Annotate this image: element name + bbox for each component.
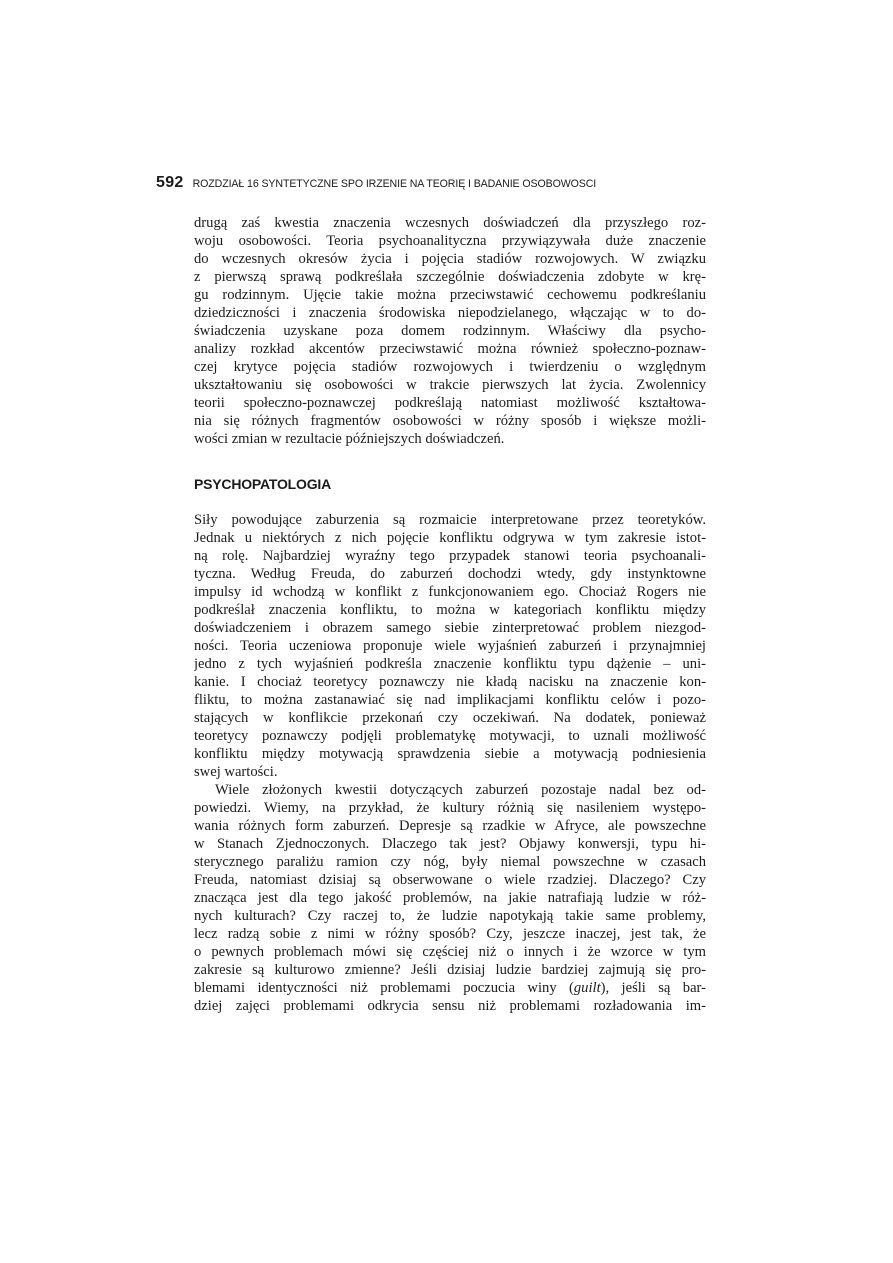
text-line: sterycznego paraliżu ramion czy nóg, były niemal powszechne w czasach [194, 854, 706, 870]
text-line: czej krytyce pojęcia stadiów rozwojowych i twierdzeniu o względnym [194, 359, 706, 375]
text-line: Siły powodujące zaburzenia są rozmaicie interpretowane przez teoretyków. [194, 512, 706, 528]
text-line: Wiele złożonych kwestii dotyczących zaburzeń pozostaje nadal bez od- [215, 782, 706, 798]
text-line: ukształtowaniu się osobowości w trakcie pierwszych lat życia. Zwolennicy [194, 377, 706, 393]
text-line: wości zmian w rezultacie późniejszych doświadczeń. [194, 431, 505, 447]
text-line: dziedziczności i znaczenia środowiska niepodzielanego, włączając w to do- [194, 305, 706, 321]
text-line: z pierwszą sprawą podkreślała szczególnie doświadczenia zdobyte w krę- [194, 269, 706, 285]
italic-term-guilt: guilt [573, 980, 601, 996]
text-line: Jednak u niektórych z nich pojęcie konfliktu odgrywa w tym zakresie istot- [194, 530, 706, 546]
text-line: swej wartości. [194, 764, 278, 780]
text-fragment: blemami identyczności niż problemami poczucia winy ( [194, 980, 574, 996]
text-line: zakresie są kulturowo zmienne? Jeśli dzisiaj ludzie bardziej zajmują się pro- [194, 962, 706, 978]
text-line: drugą zaś kwestia znaczenia wczesnych doświadczeń dla przyszłego roz- [194, 215, 706, 231]
paragraph-conflict [194, 511, 706, 781]
text-line: doświadczeniem i obrazem samego siebie zinterpretować problem niezgod- [194, 620, 706, 636]
text-line: ności. Teoria uczeniowa proponuje wiele wyjaśnień zaburzeń i przynajmniej [194, 638, 706, 654]
text-line: o pewnych problemach mówi się częściej niż o innych i że wzorce w tym [194, 944, 706, 960]
running-head [156, 174, 716, 198]
text-line: do wczesnych okresów życia i pojęcia stadiów rozwojowych. W związku [194, 251, 706, 267]
text-line: lecz radzą sobie z nimi w różny sposób? Czy, jeszcze inaczej, jest tak, że [194, 926, 706, 942]
text-line: tyczna. Według Freuda, do zaburzeń dochodzi wtedy, gdy instynktowne [194, 566, 706, 582]
text-line: impulsy id wchodzą w konflikt z funkcjonowaniem ego. Chociaż Rogers nie [194, 584, 706, 600]
text-line: gu rodzinnym. Ujęcie takie można przeciwstawić cechowemu podkreślaniu [194, 287, 706, 303]
chapter-title: ROZDZIAŁ 16 SYNTETYCZNE SPO IRZENIE NA TEORIĘ I BADANIE OSOBOWOSCI [192, 178, 597, 190]
text-line: wania różnych form zaburzeń. Depresje są rzadkie w Afryce, ale powszechne [194, 818, 706, 834]
text-line: nia się różnych fragmentów osobowości w różny sposób i większe możli- [194, 413, 706, 429]
text-line: analizy rozkład akcentów przeciwstawić można również społeczno-poznaw- [194, 341, 706, 357]
text-line: teorii społeczno-poznawczej podkreślają natomiast możliwość kształtowa- [194, 395, 706, 411]
text-line: ną rolę. Najbardziej wyraźny tego przypadek stanowi teoria psychoanali- [194, 548, 706, 564]
page-number: 592 [156, 174, 184, 191]
text-line: teoretycy poznawczy podjęli problematykę motywacji, to uznali możliwość [194, 728, 706, 744]
text-line: podkreślał znaczenia konfliktu, to można w kategoriach konfliktu między [194, 602, 706, 618]
text-line: fliktu, to można zastanawiać się nad implikacjami konfliktu celów i pozo- [194, 692, 706, 708]
text-line: znacząca jest dla tego jakość problemów, na jakie natrafiają ludzie w róż- [194, 890, 706, 906]
text-fragment: ), jeśli są bar- [600, 980, 706, 996]
text-line: świadczenia uzyskane poza domem rodzinnym. Właściwy dla psycho- [194, 323, 706, 339]
body-text [194, 214, 706, 1015]
paragraph-early-experiences [194, 214, 706, 448]
text-line: konfliktu między motywacją sprawdzenia siebie a motywacją podniesienia [194, 746, 706, 762]
text-line: woju osobowości. Teoria psychoanalityczna przywiązywała duże znaczenie [194, 233, 706, 249]
text-line: jedno z tych wyjaśnień podkreśla znaczenie konfliktu typu dążenie – uni- [194, 656, 706, 672]
paragraph-cultural-differences [194, 781, 706, 1015]
text-line: w Stanach Zjednoczonych. Dlaczego tak jest? Objawy konwersji, typu hi- [194, 836, 706, 852]
text-line-guilt [194, 979, 706, 997]
text-line: nych kulturach? Czy raczej to, że ludzie napotykają takie same problemy, [194, 908, 706, 924]
text-line: Freuda, natomiast dzisiaj są obserwowane o wiele rzadziej. Dlaczego? Czy [194, 872, 706, 888]
section-heading-psychopathology: PSYCHOPATOLOGIA [194, 476, 332, 492]
text-line: dziej zajęci problemami odkrycia sensu niż problemami rozładowania im- [194, 998, 706, 1014]
text-line: stających w konflikcie przekonań czy oczekiwań. Na dodatek, ponieważ [194, 710, 706, 726]
text-line: powiedzi. Wiemy, na przykład, że kultury różnią się nasileniem występo- [194, 800, 706, 816]
text-line: kanie. I chociaż teoretycy poznawczy nie kładą nacisku na znaczenie kon- [194, 674, 706, 690]
